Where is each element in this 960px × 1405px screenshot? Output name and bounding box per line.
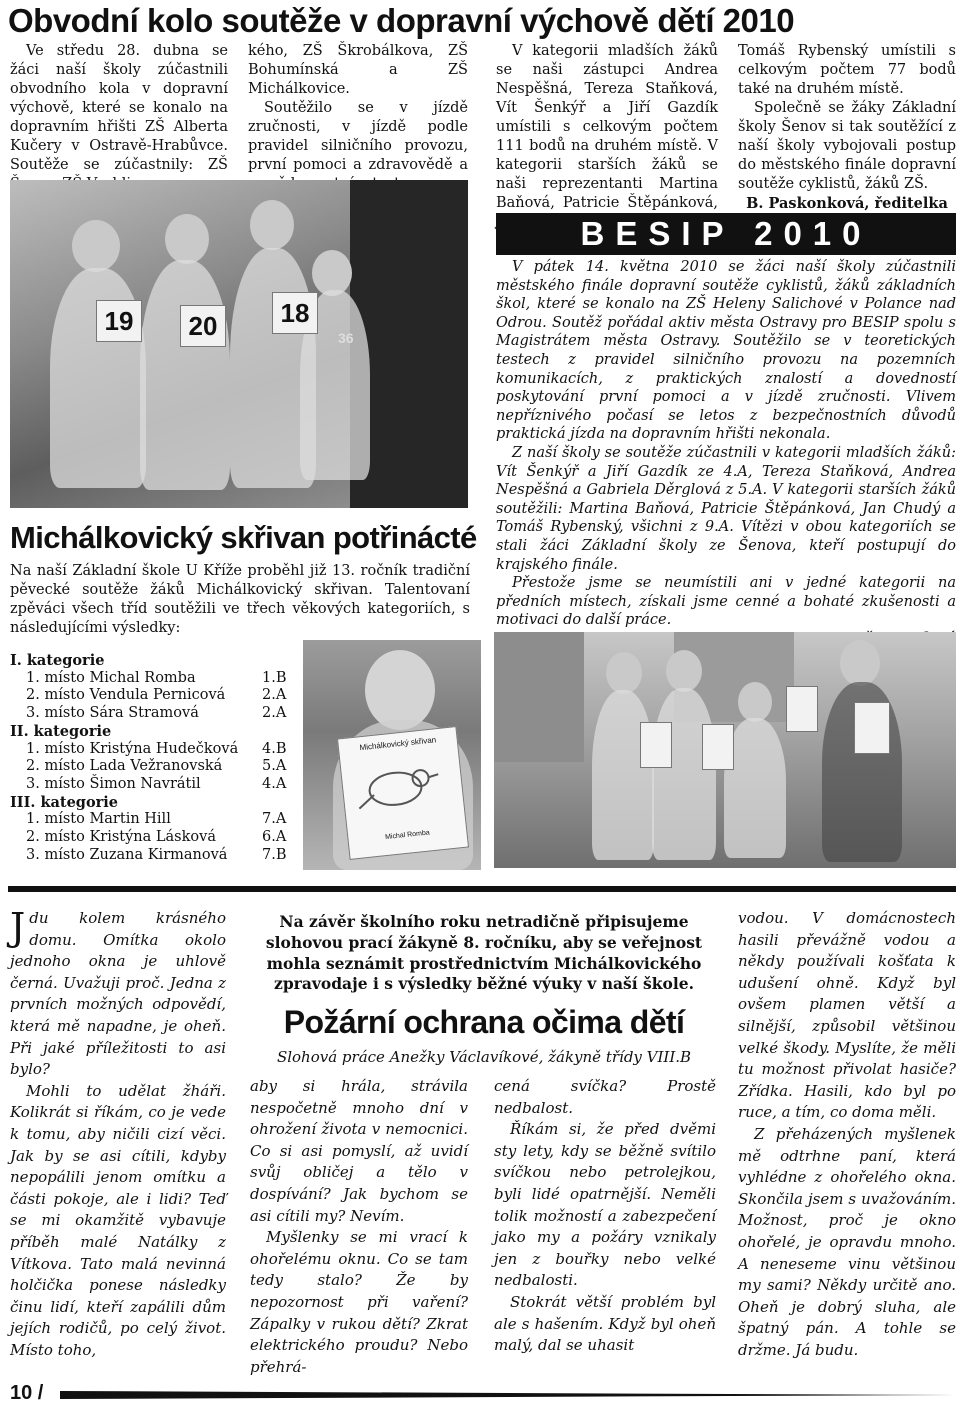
besip-paragraph-1: V pátek 14. května 2010 se žáci naší školy zúčastnili městského finále dopravní soutěže cyklistů, žáků základních škol, které se konalo na ZŠ Heleny Salichové v Polance nad Odrou. Soutěž pořádal aktiv města Ostravy pro BESIP spolu s Magistrátem města Ostravy. Soutěžilo se v teoretických testech z pravidel silničního provozu na pozemních komunikacích, z praktických znalostí a dovedností poskytování první pomoci a v jízdě zručnosti. Vlivem nepříznivého počasí se letos z bezpečnostních důvodů praktická jízda na dopravním hřišti nekonala. (496, 259, 956, 443)
jersey-number: 36 (338, 330, 354, 346)
skrivan-intro (10, 562, 470, 638)
essay-paragraph-6-cont: vodou. V domácnostech hasili převážně vodou a někdy používali košťata k udušení ohně. Když byl ovšem plamen větší a silnější, způsobil většinou velké škody. Myslíte, že měli tu možnost přivolat hasiče? Zřídka. Hasili, kdo byl po ruce, a tím, co doma měli. (738, 909, 956, 1122)
child-drawing (337, 726, 469, 860)
footer-rule-icon (60, 1391, 956, 1399)
article-traffic-col1 (10, 42, 228, 194)
traffic-paragraph-3: V kategorii mladších žáků se naši zástupci Andrea Nespěšná, Tereza Staňková, Vít Šenkýř a Jiří Gazdík umístili s celkovým počtem 111 bodů na druhém místě. V kategorii starších žáků se naši reprezentanti Martina Baňová, Patricie Štěpánková, (496, 43, 718, 211)
article-traffic-col4 (738, 42, 956, 213)
essay-col1 (10, 905, 226, 1361)
besip-paragraph-3: Přestože jsme se neumístili ani v jedné kategorii na předních místech, získali jsme cenné a bohaté zkušenosti a motivaci do další práce. (496, 575, 956, 629)
essay-paragraph-7: Z přeházených myšlenek mě odtrhne paní, která vyhlédne z ohořelého okna. Skončila jsem s uvažováním. Možnost, proč je okno ohořelé, je opravdu mnoho. A neneseme vinu většinou my sami? Někdy určitě ano. Oheň je dobrý sluha, ale špatný pán. A tohle se držme. Já budu. (738, 1124, 956, 1359)
bib-card-2: 20 (180, 305, 226, 347)
essay-dropcap: J (10, 905, 26, 949)
category-2-label: II. kategorie (10, 722, 112, 740)
skrivan-intro-text: Na naší Základní škole U Kříže proběhl již 13. ročník tradiční pěvecké soutěže žáků Michálkovický skřivan. Talentovaní zpěváci všech tříd soutěžili ve třech věkových kategoriích, s následujícími výsledky: (10, 563, 470, 636)
essay-col4 (738, 908, 956, 1361)
essay-paragraph-4: Myšlenky se mi vrací k ohořelému oknu. Co se tam tedy stalo? Že by nepozornost při vaření? Zápalky v rukou dětí? Zkrat elektrického proudu? Nebo přehrá- (250, 1228, 468, 1376)
drawing-title: Michálkovický skřivan (359, 735, 437, 753)
result-row: 3. místo Šimon Navrátil 4.A (26, 775, 287, 792)
bib-card-1: 19 (96, 300, 142, 342)
result-row: 2. místo Vendula Pernicová 2.A (26, 687, 287, 704)
result-row: 3. místo Zuzana Kirmanová 7.B (26, 846, 287, 863)
photo-skrivan-winner (303, 640, 481, 870)
article-traffic-col3 (496, 42, 718, 232)
skrivan-results (10, 652, 300, 864)
result-row: 1. místo Kristýna Hudečková 4.B (26, 740, 287, 757)
photo-besip-team (494, 632, 956, 868)
page-title: Obvodní kolo soutěže v dopravní výchově dětí 2010 (8, 2, 795, 39)
drawing-name: Michal Romba (384, 829, 431, 842)
essay-paragraph-6: Stokrát větší problém byl ale s hašením. Když byl oheň malý, dal se uhasit (494, 1292, 716, 1355)
result-row: 2. místo Lada Vežranovská 5.A (26, 758, 287, 775)
essay-paragraph-5: Říkám si, že před dvěmi sty lety, kdy se běžně svítilo svíčkou nebo petrolejkou, byli lidé opatrnější. Neměli tolik možností a zabezpečení jako my a požáry vznikaly jen z bouřky nebo velké nedbalosti. (494, 1120, 716, 1290)
article-besip (496, 258, 956, 648)
result-row: 3. místo Sára Stramová 2.A (26, 705, 287, 722)
besip-paragraph-2: Z naší školy se soutěže zúčastnili v kategorii mladších žáků: Vít Šenkýř a Jiří Gazdík ze 4.A, Tereza Staňková, Andrea Nespěšná a Gabriela Děrglová z 5.A. V kategorii starších žáků soutěžili: Martina Baňová, Patricie Štěpánková, Jan Chudý a Tomáš Rybenský, všichni z 9.A. Vítězi v obou kategoriích se stali žáci Základní školy ze Šenova, kteří postupují do krajského finále. (496, 444, 956, 573)
essay-title: Požární ochrana očima dětí (283, 1004, 685, 1040)
essay-lead: Na závěr školního roku netradičně připisujeme slohovou prací žákyně 8. ročníku, aby se veřejnost mohla seznámit prostřednictvím Michálkovického zpravodaje i s výsledky běžné výuky v naší škole. (265, 912, 703, 994)
skrivan-title: Michálkovický skřivan potřinácté (10, 520, 477, 555)
essay-col2 (250, 1076, 468, 1378)
traffic-paragraph-1: Ve středu 28. dubna se žáci naší školy zúčastnili obvodního kola v dopravní výchově, které se konalo na dopravním hřišti ZŠ Alberta Kučery v Ostravě-Hrabůvce. Soutěže se zúčastnily: ZŠ (10, 43, 228, 173)
traffic-paragraph-1-cont: kého, ZŠ Škrobálkova, ZŠ Bohumínská a ZŠ Michálkovice. (248, 43, 468, 97)
essay-paragraph-3: aby si hrála, strávila nespočetně mnoho dní v ohrožení života v nemocnici. Co si asi pomyslí, až uvidí svůj obličej a tělo v dospívání? Jak bychom se asi cítili my? Nevím. (250, 1077, 468, 1225)
page-number: 10 / (10, 1382, 44, 1404)
result-row: 1. místo Martin Hill 7.A (26, 811, 287, 828)
traffic-paragraph-4: Společně se žáky Základní školy Šenov si tak soutěžící z naší školy vybojovali postup do městského finále dopravní soutěže cyklistů, žáků ZŠ. (738, 100, 956, 192)
essay-paragraph-1: Jdu kolem krásného domu. Omítka okolo jednoho okna je uhlově černá. Uvažuji proč. Jedna z prvních možných odpovědí, která mě napadne, je oheň. Při jaké příležitosti to asi bylo? (10, 905, 226, 1079)
bib-card-3: 18 (272, 292, 318, 334)
traffic-paragraph-3-cont: Tomáš Rybenský umístili s celkovým počtem 77 bodů také na druhém místě. (738, 43, 956, 97)
category-3-label: III. kategorie (10, 793, 118, 811)
essay-paragraph-2: Mohli to udělat žháři. Kolikrát si říkám, co je vede k tomu, aby ničili cizí věci. Jak by se asi cítili, kdyby nepopálili jenom omítku a části pokoje, ale i lidi? Teď se mi okamžitě vybavuje příběh malé Natálky z Vítkova. Tato malá nevinná holčička ponese následky činu lidí, kteří zapálili dům jejích rodičů, po celý život. Místo toho, (10, 1081, 226, 1359)
section-divider (8, 886, 956, 892)
traffic-paragraph-2: Soutěžilo se v jízdě zručnosti, v jízdě podle pravidel silničního provozu, první pomoci a zdravovědě a (248, 100, 468, 173)
essay-paragraph-4-cont: cená svíčka? Prostě nedbalost. (494, 1077, 716, 1117)
essay-subtitle: Slohová práce Anežky Václavíkové, žákyně třídy VIII.B (276, 1048, 692, 1066)
photo-traffic-competitors (10, 180, 468, 508)
category-1-label: I. kategorie (10, 652, 105, 669)
besip-banner: BESIP 2010 (496, 213, 956, 255)
traffic-signature: B. Paskonková, ředitelka (746, 195, 948, 212)
result-row: 1. místo Michal Romba 1.B (26, 669, 287, 686)
essay-col3 (494, 1076, 716, 1357)
result-row: 2. místo Kristýna Lásková 6.A (26, 829, 287, 846)
bird-drawing-icon (340, 742, 466, 834)
article-traffic-col2 (248, 42, 468, 194)
